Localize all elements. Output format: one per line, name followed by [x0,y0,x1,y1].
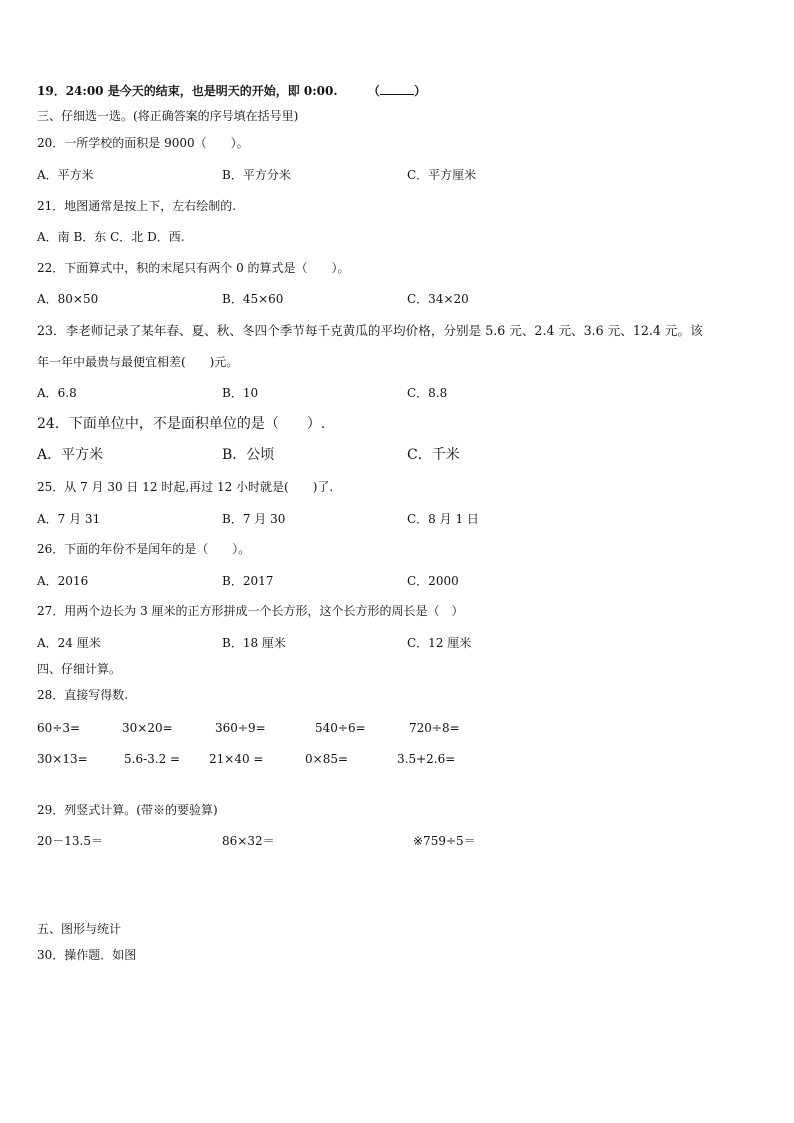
question-19-text: 24:00 是今天的结束，也是明天的开始，即 0:00. [65,84,338,98]
vertical-calc-item: 20－13.5＝ [37,834,103,848]
question-26-option-b[interactable]: B．2017 [222,574,274,588]
vertical-calc-item: ※759÷5＝ [413,834,476,848]
question-22-option-a[interactable]: A．80×50 [37,292,99,306]
question-27-option-a[interactable]: A．24 厘米 [37,636,101,650]
question-22-stem: 22．下面算式中，积的末尾只有两个 0 的算式是（ ）。 [37,261,350,275]
question-25-stem: 25．从 7 月 30 日 12 时起,再过 12 小时就是( )了. [37,480,334,494]
question-20-option-a[interactable]: A．平方米 [37,168,94,182]
answer-paren-open: （ [367,84,380,98]
question-25-option-b[interactable]: B．7 月 30 [222,512,286,526]
question-25-option-c[interactable]: C．8 月 1 日 [407,512,479,526]
question-23-option-a[interactable]: A．6.8 [37,386,77,400]
answer-paren-close: ） [413,84,426,98]
question-30-stem: 30．操作题．如图 [37,948,137,962]
question-25-option-a[interactable]: A．7 月 31 [37,512,101,526]
calc-item: 21×40 = [209,752,264,766]
question-19 [37,83,426,99]
calc-item: 540÷6= [315,721,366,735]
question-22-option-b[interactable]: B．45×60 [222,292,284,306]
calc-item: 360÷9= [215,721,266,735]
question-19-number: 19． [37,84,66,98]
calc-item: 3.5+2.6= [397,752,456,766]
question-23-option-b[interactable]: B．10 [222,386,259,400]
question-27-option-c[interactable]: C．12 厘米 [407,636,472,650]
question-26-option-c[interactable]: C．2000 [407,574,459,588]
question-26-stem: 26．下面的年份不是闰年的是（ ）。 [37,542,251,556]
answer-blank[interactable] [380,83,414,95]
calc-item: 5.6-3.2 = [124,752,181,766]
section-5-heading: 五、图形与统计 [37,922,122,936]
calc-item: 30×13= [37,752,88,766]
question-28-stem: 28．直接写得数. [37,688,129,702]
question-20-option-c[interactable]: C．平方厘米 [407,168,477,182]
question-23-stem-line-2: 年一年中最贵与最便宜相差( )元。 [37,355,239,369]
question-24-stem: 24．下面单位中，不是面积单位的是（ ）. [37,416,326,432]
calc-item: 720÷8= [409,721,460,735]
vertical-calc-item: 86×32＝ [222,834,275,848]
question-20-option-b[interactable]: B．平方分米 [222,168,291,182]
question-22-option-c[interactable]: C．34×20 [407,292,469,306]
question-23-stem-line-1: 23．李老师记录了某年春、夏、秋、冬四个季节每千克黄瓜的平均价格，分别是 5.6 元、2.4 元、3.6 元、12.4 元。该 [37,323,703,338]
calc-item: 0×85= [305,752,349,766]
question-23-option-c[interactable]: C．8.8 [407,386,448,400]
question-27-stem: 27．用两个边长为 3 厘米的正方形拼成一个长方形，这个长方形的周长是（ ） [37,604,464,618]
calc-item: 30×20= [122,721,173,735]
question-20-stem: 20．一所学校的面积是 9000（ ）。 [37,136,249,150]
question-26-option-a[interactable]: A．2016 [37,574,89,588]
question-24-option-c[interactable]: C．千米 [407,447,460,463]
section-3-heading: 三、仔细选一选。(将正确答案的序号填在括号里) [37,109,299,123]
question-21-options[interactable]: A．南 B．东 C．北 D．西. [37,230,185,244]
question-21-stem: 21．地图通常是按上下，左右绘制的. [37,199,237,213]
question-29-stem: 29．列竖式计算。(带※的要验算) [37,803,218,817]
question-27-option-b[interactable]: B．18 厘米 [222,636,286,650]
question-24-option-a[interactable]: A．平方米 [37,447,104,463]
calc-item: 60÷3= [37,721,81,735]
question-24-option-b[interactable]: B．公顷 [222,447,275,463]
section-4-heading: 四、仔细计算。 [37,662,122,676]
